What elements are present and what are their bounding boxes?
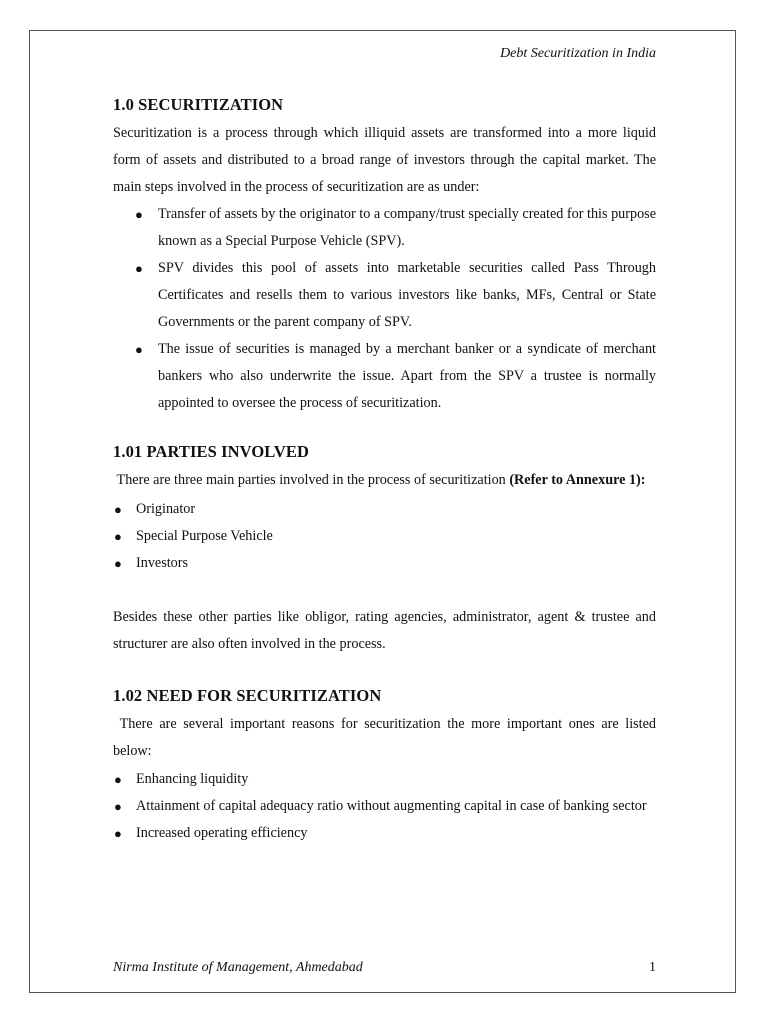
list-item-text: Increased operating efficiency [136,825,308,841]
document-body [113,44,656,847]
section-heading-need-for-securitization: 1.02 NEED FOR SECURITIZATION [113,686,382,705]
need-intro [113,711,656,765]
bullet-icon: ● [114,556,122,571]
bullet-icon: ● [114,772,122,787]
list-item-text: Investors [136,555,189,571]
section-heading-parties-involved: 1.01 PARTIES INVOLVED [113,442,310,461]
bullet-icon: ● [114,529,122,544]
need-intro-text: There are several important reasons for securitization the more important ones are listed below: [113,716,656,759]
running-header: Debt Securitization in India [500,46,656,61]
list-item [113,496,656,523]
list-item [113,793,656,820]
parties-list [113,496,656,577]
parties-intro [113,467,656,494]
bullet-icon: ● [114,826,122,841]
bullet-icon: ● [135,207,143,222]
bullet-icon: ● [114,502,122,517]
list-item-text: Originator [136,501,196,517]
section-heading-securitization: 1.0 SECURITIZATION [113,95,284,114]
list-item [113,523,656,550]
page-footer [113,958,656,978]
list-item [113,336,656,417]
bullet-icon: ● [114,799,122,814]
list-item-text: Enhancing liquidity [136,771,249,787]
list-item [113,255,656,336]
page-number: 1 [649,960,656,975]
list-item [113,550,656,577]
bullet-icon: ● [135,342,143,357]
list-item-text: The issue of securities is managed by a merchant banker or a syndicate of merchant bankers who also underwrite the issue. Apart from the SPV a trustee is normally appointed to oversee the process of securitization. [158,341,656,411]
list-item [113,201,656,255]
securitization-intro: Securitization is a process through which illiquid assets are transformed into a more liquid form of assets and distributed to a broad range of investors through the capital market. The main steps involved in the process of securitization are as under: [113,125,656,195]
reasons-list [113,766,656,847]
parties-intro-text: There are three main parties involved in the process of securitization [116,472,506,488]
list-item-text: Transfer of assets by the originator to a company/trust specially created for this purpose known as a Special Purpose Vehicle (SPV). [158,206,656,249]
list-item-text: SPV divides this pool of assets into marketable securities called Pass Through Certificates and resells them to various investors like banks, MFs, Central or State Governments or the parent company of SPV. [158,260,656,330]
parties-closing: Besides these other parties like obligor, rating agencies, administrator, agent & trustee and structurer are also often involved in the process. [113,609,656,652]
list-item-text: Attainment of capital adequacy ratio without augmenting capital in case of banking sector [136,798,647,814]
list-item [113,766,656,793]
securitization-steps-list [113,201,656,417]
annexure-reference: (Refer to Annexure 1): [509,472,646,488]
footer-institute: Nirma Institute of Management, Ahmedabad [113,960,363,975]
list-item-text: Special Purpose Vehicle [136,528,273,544]
list-item [113,820,656,847]
bullet-icon: ● [135,261,143,276]
